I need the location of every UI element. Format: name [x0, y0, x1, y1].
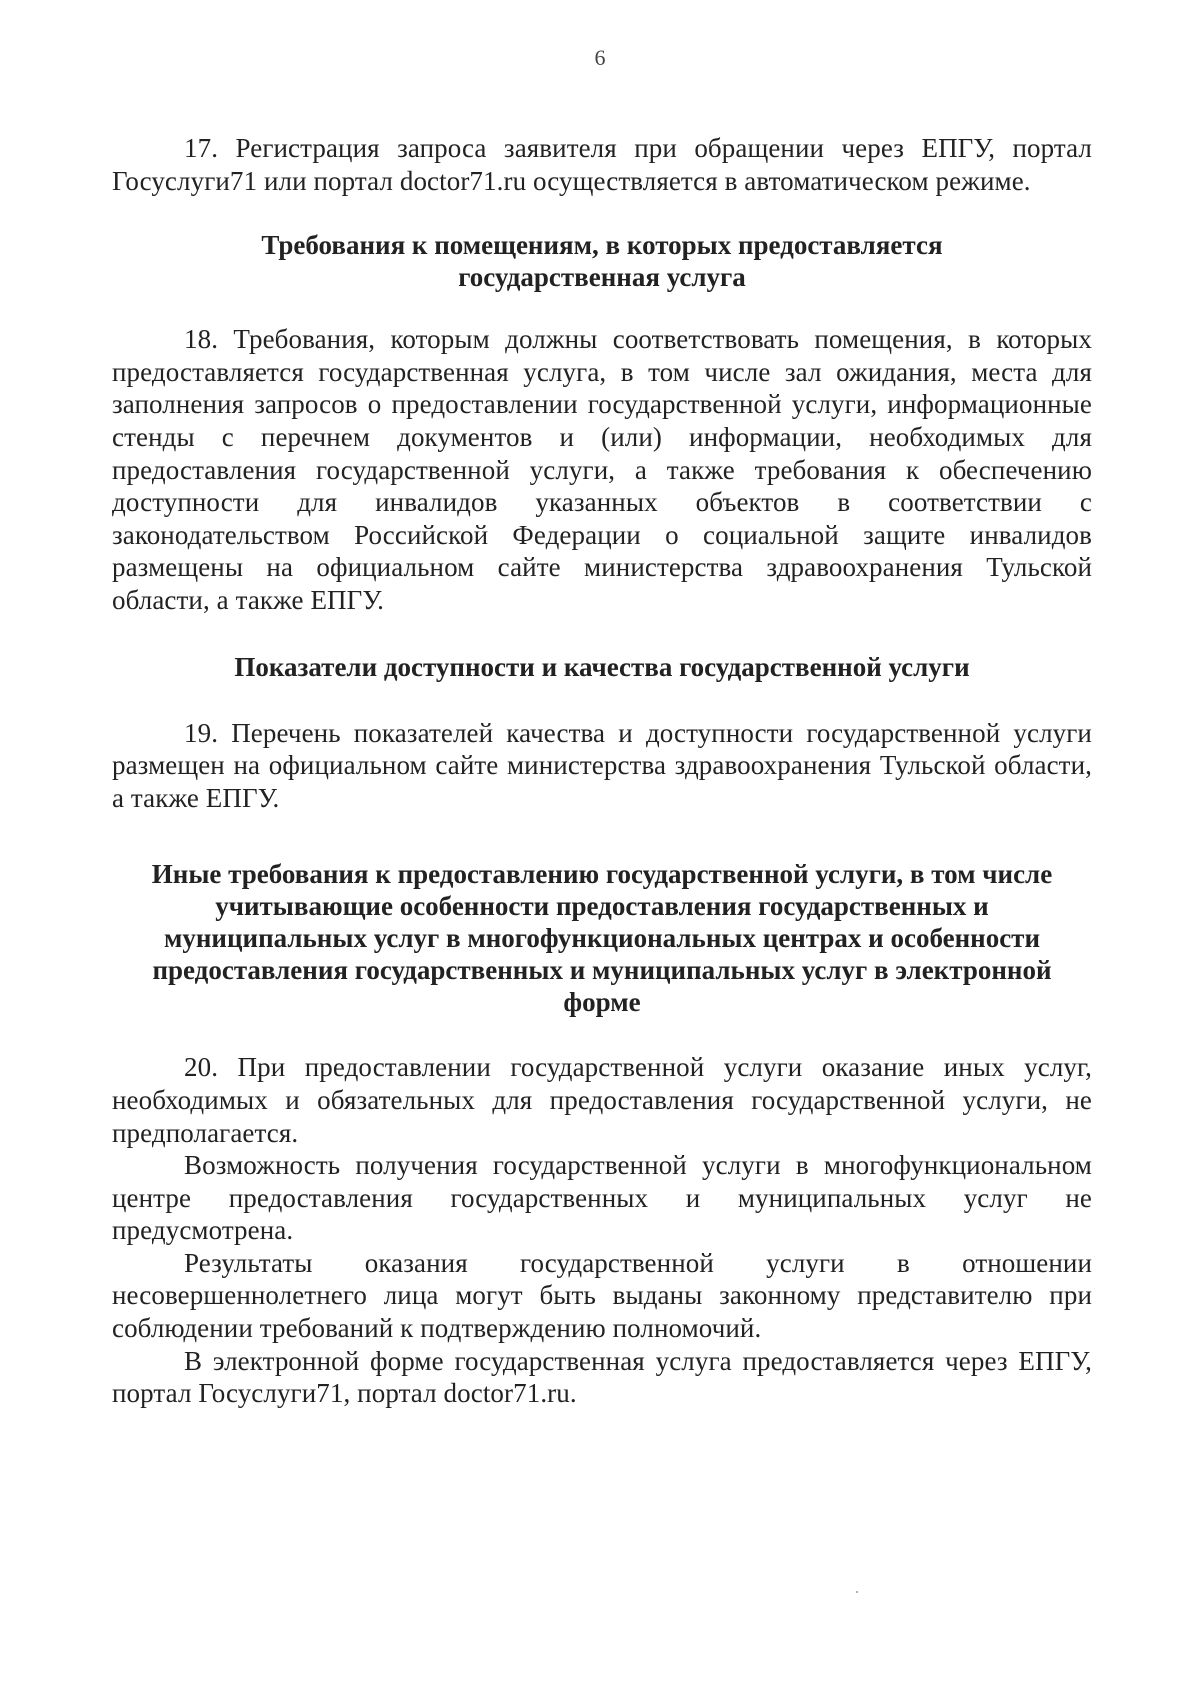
paragraph-20-electronic: В электронной форме государственная услуга предоставляется через ЕПГУ, портал Госуслуги71, портал doctor71.ru. [112, 1345, 1092, 1409]
scan-speck [856, 1591, 858, 1593]
paragraph-19: 19. Перечень показателей качества и доступности государственной услуги размещен на официальном сайте министерства здравоохранения Тульской области, а также ЕПГУ. [112, 717, 1092, 813]
paragraph-20: 20. При предоставлении государственной услуги оказание иных услуг, необходимых и обязательных для предоставления государственной услуги, не предполагается. [112, 1052, 1092, 1148]
paragraph-17: 17. Регистрация запроса заявителя при обращении через ЕПГУ, портал Госуслуги71 или портал doctor71.ru осуществляется в автоматическом режиме. [112, 133, 1092, 196]
paragraph-20-mfc: Возможность получения государственной услуги в многофункциональном центре предоставления государственных и муниципальных услуг не предусмотрена. [112, 1150, 1092, 1246]
paragraph-18: 18. Требования, которым должны соответствовать помещения, в которых предоставляется государственная услуга, в том числе зал ожидания, места для заполнения запросов о предоставлении государственной услуги, информационные стенды с перечнем документов и (или) информации, необходимых для предоставления государственной услуги, а также требования к обеспечению доступности для инвалидов указанных объектов в соответствии с законодательством Российской Федерации о социальной защите инвалидов размещены на официальном сайте министерства здравоохранения Тульской области, а также ЕПГУ. [112, 324, 1092, 615]
page-number: 6 [594, 45, 606, 70]
paragraph-20-results: Результаты оказания государственной услуги в отношении несовершеннолетнего лица могут быть выданы законному представителю при соблюдении требований к подтверждению полномочий. [112, 1247, 1092, 1344]
heading-premises-requirements: Требования к помещениям, в которых предоставляется государственная услуга [261, 230, 943, 293]
document-body [112, 132, 1092, 1410]
heading-accessibility-quality: Показатели доступности и качества государственной услуги [234, 651, 970, 682]
heading-other-requirements: Иные требования к предоставлению государственной услуги, в том числе учитывающие особенности предоставления государственных и муниципальных услуг в многофункциональных центрах и особенности предоставления государственных и муниципальных услуг в электронной форме [151, 859, 1053, 1018]
